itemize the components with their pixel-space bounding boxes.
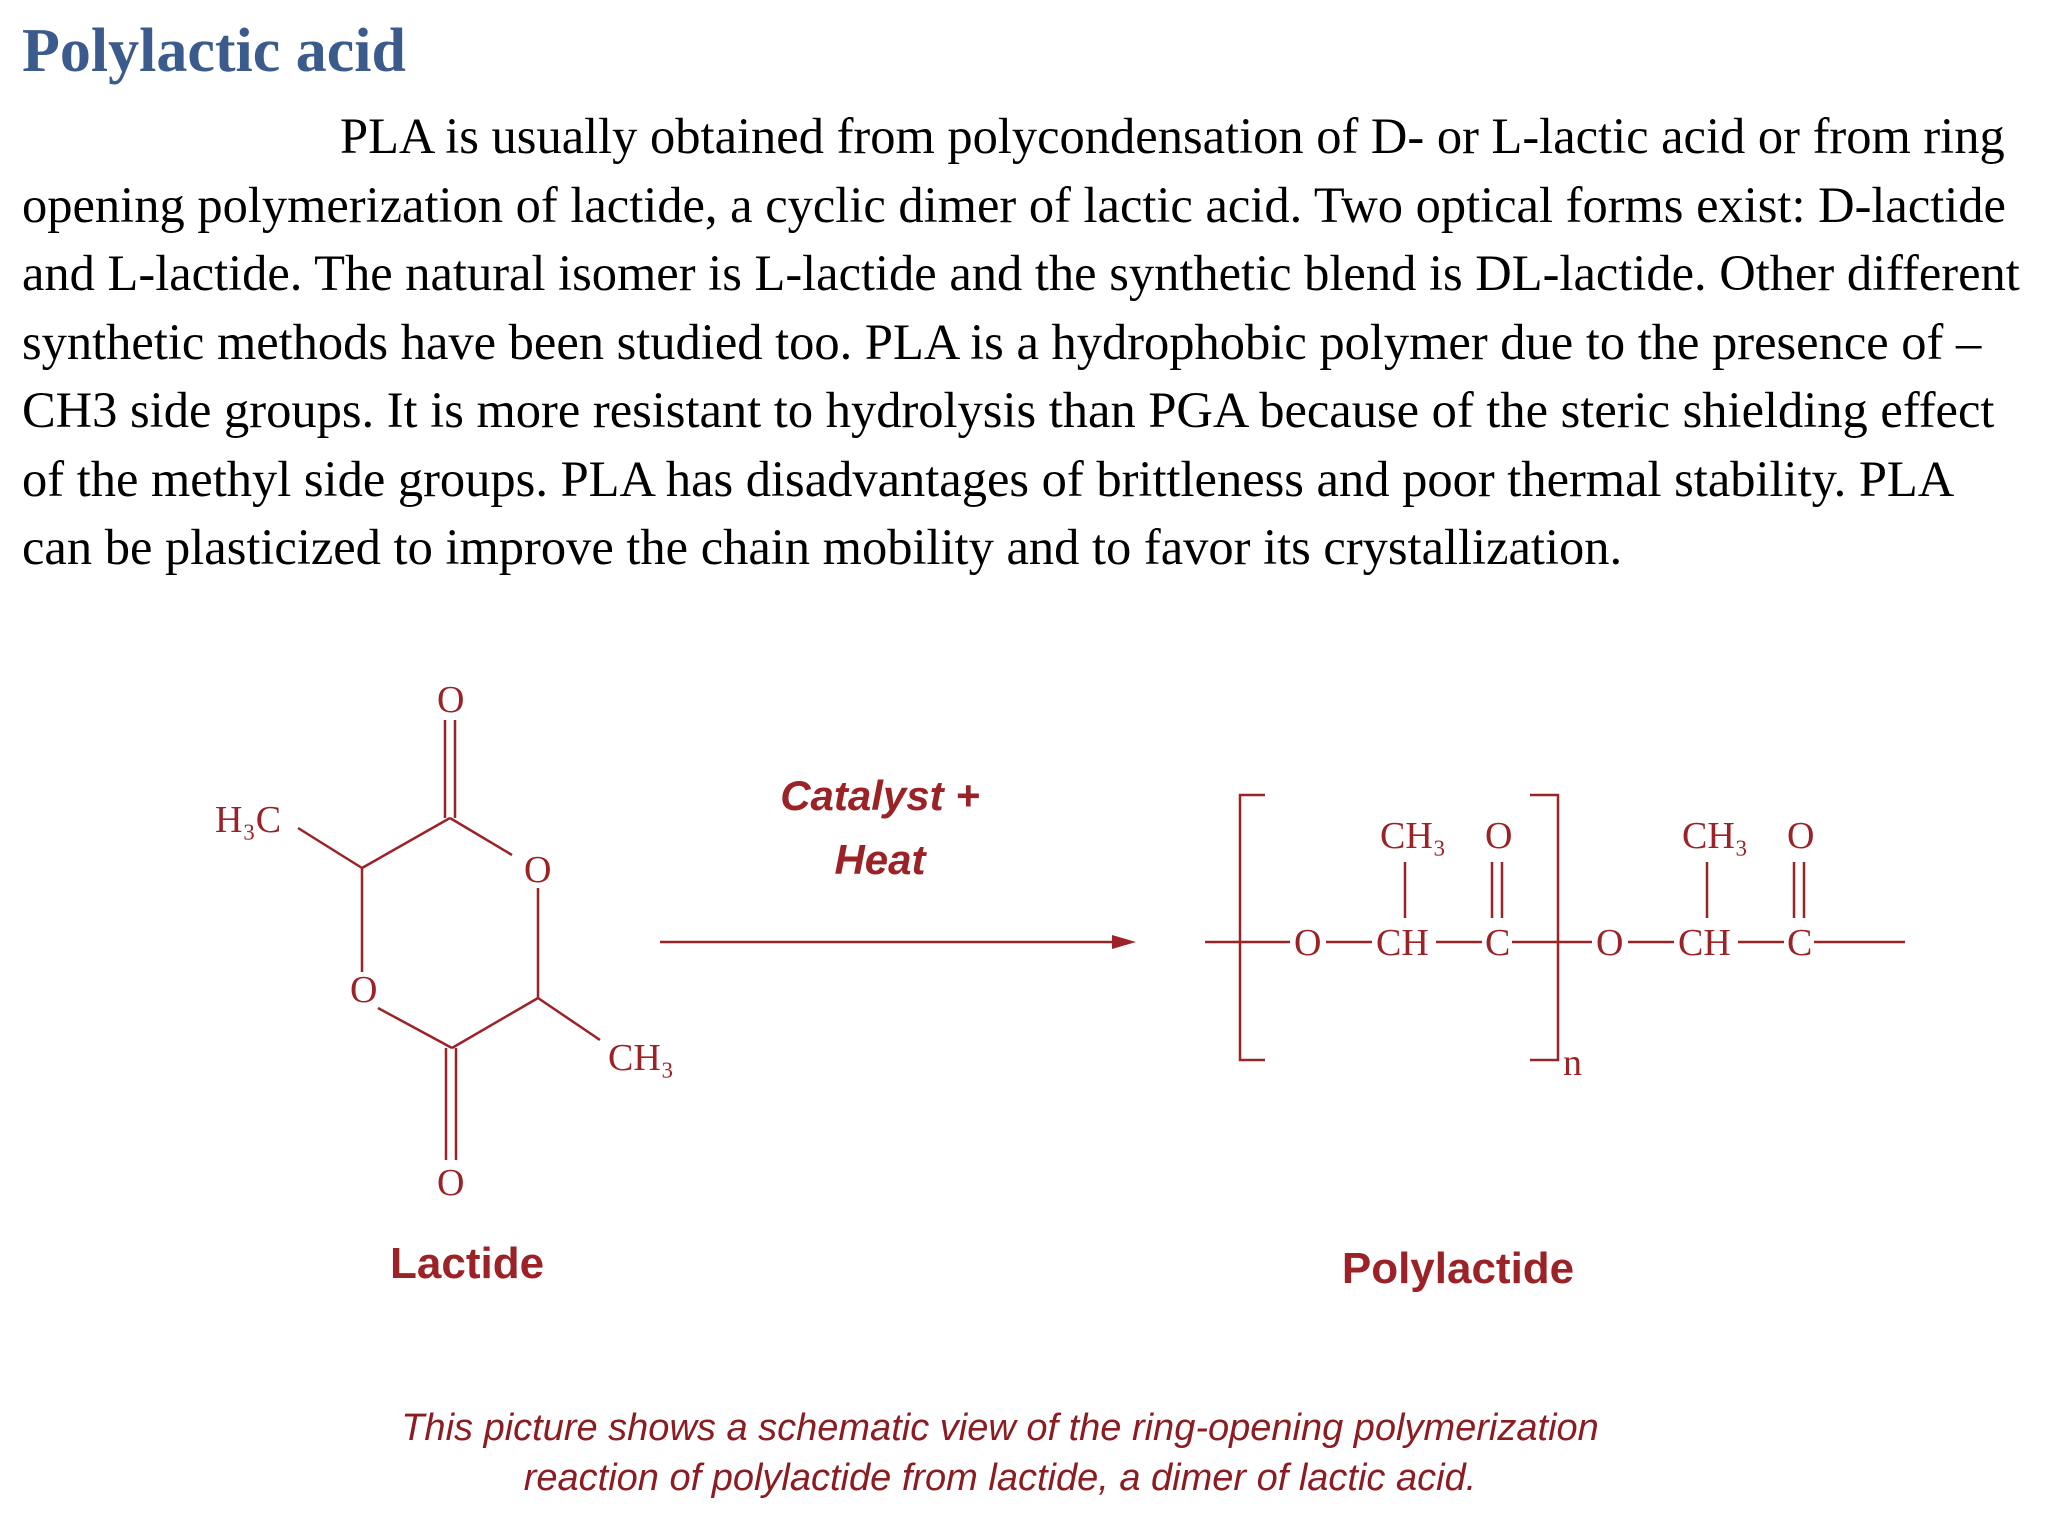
polylactide-label: Polylactide: [1341, 1244, 1575, 1293]
lactide-structure: [298, 720, 600, 1160]
unit1-carbonyl-o: O: [1485, 815, 1513, 857]
description-paragraph: PLA is usually obtained from polycondensation of D- or L-lactic acid or from ring opening polymerization of lactide, a cyclic dimer of lactic acid. Two optical forms exist: D-lactide and L-lactide. The natural isomer is L-lactide and the synthetic blend is DL-lactide. Other different synthetic methods have been studied too. PLA is a hydrophobic polymer due to the presence of –CH3 side groups. It is more resistant to hydrolysis than PGA because of the steric shielding effect of the methyl side groups. PLA has disadvantages of brittleness and poor thermal stability. PLA can be plasticized to improve the chain mobility and to favor its crystallization.: [22, 108, 2020, 575]
unit2-carbonyl-o: O: [1787, 815, 1815, 857]
arrow-head: [1112, 935, 1136, 949]
bracket-right: [1530, 795, 1558, 1060]
unit1-c: C: [1485, 922, 1511, 964]
bond-c4-c2: [452, 998, 538, 1048]
caption-line-1: This picture shows a schematic view of the ring-opening polymerization: [401, 1407, 1599, 1449]
reaction-arrow: [660, 935, 1136, 949]
unit2-c: C: [1787, 922, 1813, 964]
bond-c3-h3c: [298, 828, 362, 868]
page-title: Polylactic acid: [22, 17, 406, 85]
unit1-ch3: CH₃: [1380, 815, 1447, 857]
catalyst-label: Catalyst +: [780, 772, 980, 819]
lactide-o-bottom: O: [437, 1162, 465, 1204]
lactide-label: Lactide: [390, 1239, 545, 1288]
caption-line-2: reaction of polylactide from lactide, a dimer of lactic acid.: [523, 1457, 1477, 1499]
bond-c3-c1: [362, 818, 450, 868]
subscript-n: n: [1563, 1042, 1582, 1084]
lactide-o-ring-left: O: [350, 969, 378, 1011]
heat-label: Heat: [834, 836, 926, 883]
bond-c4-ch3: [538, 998, 600, 1040]
bracket-left: [1240, 795, 1265, 1060]
unit1-ch: CH: [1376, 922, 1429, 964]
ring-opening-polymerization-diagram: [0, 650, 2048, 1530]
lactide-o-top: O: [437, 679, 465, 721]
unit2-ch3: CH₃: [1682, 815, 1749, 857]
unit2-chain-o: O: [1596, 922, 1624, 964]
lactide-o-ring-right: O: [524, 849, 552, 891]
bond-c1-o-ring-right: [450, 818, 512, 855]
unit1-chain-o: O: [1294, 922, 1322, 964]
unit2-ch: CH: [1678, 922, 1731, 964]
bond-c2-o-ring-left: [378, 1008, 452, 1048]
lactide-h3c: H₃C: [215, 799, 282, 841]
lactide-ch3: CH₃: [608, 1037, 675, 1079]
